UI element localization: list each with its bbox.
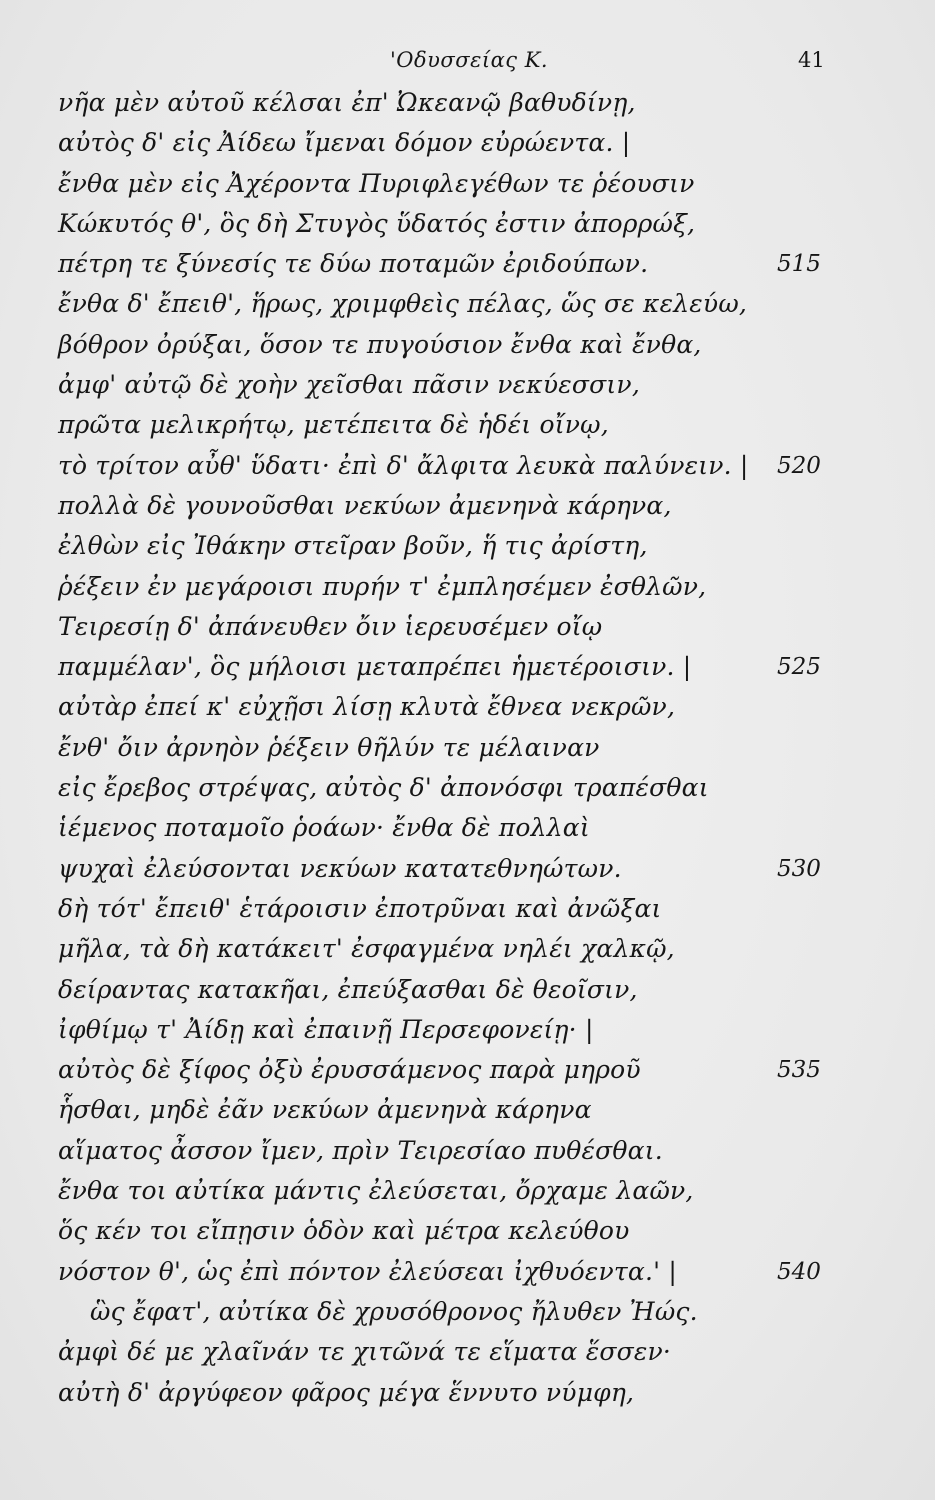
verse-line — [0, 566, 935, 606]
verse-line — [0, 163, 935, 203]
page-number: 41 — [798, 48, 825, 72]
verse-text: νῆα μὲν αὐτοῦ κέλσαι ἐπ' Ὠκεανῷ βαθυδίνῃ, — [58, 88, 636, 117]
line-number: 525 — [777, 654, 821, 681]
verse-text: αὐτὸς δ' εἰς Ἀίδεω ἴμεναι δόμον εὐρώεντα. | — [58, 128, 631, 158]
verse-text: ἔνθα μὲν εἰς Ἀχέροντα Πυριφλεγέθων τε ῥέουσιν — [58, 168, 695, 198]
line-number: 540 — [777, 1258, 821, 1285]
verse-line — [0, 364, 935, 404]
verse-line — [0, 848, 935, 888]
verse-text: πρῶτα μελικρήτῳ, μετέπειτα δὲ ἡδέι οἴνῳ, — [58, 410, 609, 440]
verse-text: δείραντας κατακῆαι, ἐπεύξασθαι δὲ θεοῖσιν, — [58, 974, 638, 1004]
verse-text: δὴ τότ' ἔπειθ' ἑτάροισιν ἐποτρῦναι καὶ ἀνῶξαι — [58, 893, 662, 923]
verse-text: εἰς ἔρεβος στρέψας, αὐτὸς δ' ἀπονόσφι τραπέσθαι — [58, 773, 709, 803]
verse-line — [0, 1130, 935, 1170]
verse-text: ἀμφὶ δέ με χλαῖνάν τε χιτῶνά τε εἵματα ἕσσεν· — [58, 1337, 672, 1367]
verse-text: ἔνθα τοι αὐτίκα μάντις ἐλεύσεται, ὄρχαμε λαῶν, — [58, 1176, 694, 1206]
verse-text: ἱέμενος ποταμοῖο ῥοάων· ἔνθα δὲ πολλαὶ — [58, 813, 590, 843]
verse-line — [0, 1372, 935, 1412]
line-number: 535 — [777, 1057, 821, 1084]
verse-line — [0, 969, 935, 1009]
verse-line — [0, 243, 935, 283]
running-head — [0, 44, 935, 76]
verse-line — [0, 1291, 935, 1331]
verse-line — [0, 1049, 935, 1089]
verse-text: αὐτὰρ ἐπεί κ' εὐχῇσι λίσῃ κλυτὰ ἔθνεα νεκρῶν, — [58, 692, 676, 722]
verse-line — [0, 283, 935, 323]
verse-line — [0, 1089, 935, 1129]
verse-text: αὐτὸς δὲ ξίφος ὀξὺ ἐρυσσάμενος παρὰ μηροῦ — [58, 1055, 641, 1085]
verse-line — [0, 1331, 935, 1371]
verse-line — [0, 807, 935, 847]
line-number: 530 — [777, 855, 821, 882]
verse-text: πολλὰ δὲ γουνοῦσθαι νεκύων ἀμενηνὰ κάρηνα, — [58, 490, 672, 520]
verse-text: αἵματος ἆσσον ἴμεν, πρὶν Τειρεσίαο πυθέσθαι. — [58, 1135, 663, 1165]
verse-line — [0, 928, 935, 968]
verse-line — [0, 888, 935, 928]
verse-text: ἧσθαι, μηδὲ ἐᾶν νεκύων ἀμενηνὰ κάρηνα — [58, 1095, 592, 1125]
verse-text: ὣς ἔφατ', αὐτίκα δὲ χρυσόθρονος ἤλυθεν Ἠώς. — [90, 1296, 698, 1326]
verse-text: ψυχαὶ ἐλεύσονται νεκύων κατατεθνηώτων. — [58, 853, 622, 883]
verse-line — [0, 767, 935, 807]
verse-line — [0, 606, 935, 646]
verse-block — [0, 82, 935, 1412]
verse-text: πέτρη τε ξύνεσίς τε δύω ποταμῶν ἐριδούπων. — [58, 249, 649, 279]
verse-line — [0, 1009, 935, 1049]
verse-text: ἔνθ' ὄιν ἀρνηὸν ῥέξειν θῆλύν τε μέλαιναν — [58, 732, 600, 762]
verse-line — [0, 203, 935, 243]
verse-text: ὅς κέν τοι εἴπῃσιν ὁδὸν καὶ μέτρα κελεύθου — [58, 1216, 630, 1246]
verse-text: μῆλα, τὰ δὴ κατάκειτ' ἐσφαγμένα νηλέι χαλκῷ, — [58, 934, 675, 964]
verse-text: τὸ τρίτον αὖθ' ὕδατι· ἐπὶ δ' ἄλφιτα λευκὰ παλύνειν. | — [58, 450, 749, 480]
verse-text: ῥέξειν ἐν μεγάροισι πυρήν τ' ἐμπλησέμεν ἐσθλῶν, — [58, 571, 707, 601]
verse-text: Κώκυτός θ', ὃς δὴ Στυγὸς ὕδατός ἐστιν ἀπορρώξ, — [58, 208, 696, 238]
verse-text: βόθρον ὀρύξαι, ὅσον τε πυγούσιον ἔνθα καὶ ἔνθα, — [58, 329, 702, 359]
verse-line — [0, 82, 935, 122]
verse-line — [0, 686, 935, 726]
verse-text: ἐλθὼν εἰς Ἰθάκην στεῖραν βοῦν, ἥ τις ἀρίστη, — [58, 531, 648, 561]
verse-text: Τειρεσίῃ δ' ἀπάνευθεν ὄιν ἱερευσέμεν οἴῳ — [58, 611, 603, 641]
verse-line — [0, 1251, 935, 1291]
verse-line — [0, 1170, 935, 1210]
verse-line — [0, 324, 935, 364]
verse-text: αὐτὴ δ' ἀργύφεον φᾶρος μέγα ἕννυτο νύμφη, — [58, 1377, 635, 1407]
verse-line — [0, 646, 935, 686]
verse-line — [0, 727, 935, 767]
verse-line — [0, 485, 935, 525]
verse-text: ἰφθίμῳ τ' Ἀίδῃ καὶ ἐπαινῇ Περσεφονείῃ· | — [58, 1014, 594, 1044]
verse-text: παμμέλαν', ὃς μήλοισι μεταπρέπει ἡμετέροισιν. | — [58, 652, 692, 682]
verse-line — [0, 404, 935, 444]
line-number: 520 — [777, 452, 821, 479]
verse-line — [0, 445, 935, 485]
verse-line — [0, 1210, 935, 1250]
verse-line — [0, 122, 935, 162]
verse-text: ἔνθα δ' ἔπειθ', ἥρως, χριμφθεὶς πέλας, ὥς σε κελεύω, — [58, 289, 748, 319]
line-number: 515 — [777, 251, 821, 278]
verse-text: νόστον θ', ὡς ἐπὶ πόντον ἐλεύσεαι ἰχθυόεντα.' | — [58, 1256, 677, 1286]
running-head-title: 'Οδυσσείας Κ. — [390, 48, 549, 72]
verse-text: ἀμφ' αὐτῷ δὲ χοὴν χεῖσθαι πᾶσιν νεκύεσσιν, — [58, 370, 640, 400]
verse-line — [0, 525, 935, 565]
